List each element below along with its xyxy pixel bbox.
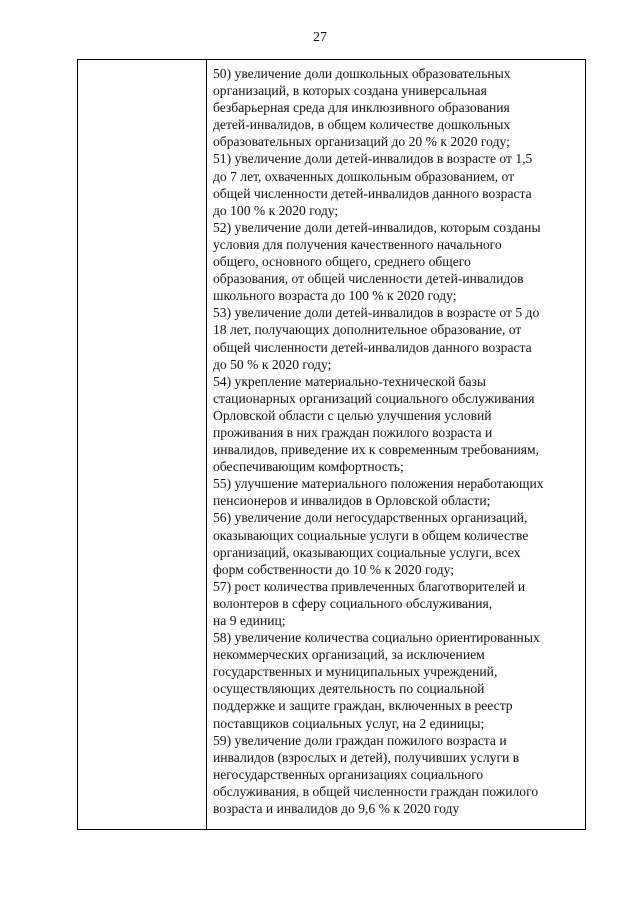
- text-line: образовательных организаций до 20 % к 2020 году;: [213, 134, 510, 150]
- text-line: Орловской области с целью улучшения условий: [213, 407, 492, 423]
- text-line: пенсионеров и инвалидов в Орловской области;: [213, 493, 491, 509]
- text-line: 54) укрепление материально-технической базы: [213, 373, 487, 389]
- text-line: общего, основного общего, среднего общего: [213, 254, 471, 270]
- text-line: обслуживания, в общей численности граждан пожилого: [213, 783, 539, 799]
- text-line: поставщиков социальных услуг, на 2 единицы;: [213, 715, 485, 731]
- text-line: 51) увеличение доли детей-инвалидов в возрасте от 1,5: [213, 151, 533, 167]
- text-line: 56) увеличение доли негосударственных организаций,: [213, 510, 528, 526]
- text-line: инвалидов, приведение их к современным требованиям,: [213, 442, 539, 458]
- text-line: проживания в них граждан пожилого возраста и: [213, 424, 493, 440]
- text-line: оказывающих социальные услуги в общем количестве: [213, 527, 529, 543]
- text-line: стационарных организаций социального обслуживания: [213, 390, 535, 406]
- text-line: общей численности детей-инвалидов данного возраста: [213, 185, 532, 201]
- text-line: 18 лет, получающих дополнительное образование, от: [213, 322, 522, 338]
- text-line: 57) рост количества привлеченных благотворителей и: [213, 578, 526, 594]
- text-line: безбарьерная среда для инклюзивного образования: [213, 100, 510, 116]
- content-table: [77, 59, 586, 830]
- text-line: негосударственных организациях социального: [213, 766, 484, 782]
- text-cell: [213, 65, 583, 817]
- empty-left-cell: [78, 60, 206, 829]
- text-line: до 100 % к 2020 году;: [213, 202, 339, 218]
- text-line: на 9 единиц;: [213, 613, 286, 628]
- column-divider: [206, 60, 207, 829]
- text-line: некоммерческих организаций, за исключением: [213, 647, 485, 663]
- text-line: 59) увеличение доли граждан пожилого возраста и: [213, 732, 507, 748]
- text-line: обеспечивающим комфортность;: [213, 459, 404, 475]
- text-line: возраста и инвалидов до 9,6 % к 2020 году: [213, 801, 460, 817]
- text-line: форм собственности до 10 % к 2020 году;: [213, 561, 454, 577]
- text-line: поддержке и защите граждан, включенных в реестр: [213, 698, 513, 714]
- text-line: образования, от общей численности детей-инвалидов: [213, 271, 524, 287]
- page-number: 27: [313, 30, 327, 45]
- text-line: до 7 лет, охваченных дошкольным образованием, от: [213, 168, 515, 184]
- text-line: осуществляющих деятельность по социальной: [213, 681, 485, 697]
- text-line: инвалидов (взрослых и детей), получивших услуги в: [213, 749, 520, 765]
- text-line: 53) увеличение доли детей-инвалидов в возрасте от 5 до: [213, 305, 540, 321]
- text-line: организаций, в которых создана универсальная: [213, 83, 487, 99]
- text-line: школьного возраста до 100 % к 2020 году;: [213, 288, 457, 304]
- text-line: 55) улучшение материального положения неработающих: [213, 476, 544, 492]
- text-line: волонтеров в сферу социального обслуживания,: [213, 595, 493, 611]
- text-line: 52) увеличение доли детей-инвалидов, которым созданы: [213, 219, 541, 235]
- text-line: государственных и муниципальных учреждений,: [213, 664, 498, 680]
- text-line: 58) увеличение количества социально ориентированных: [213, 630, 540, 646]
- text-line: 50) увеличение доли дошкольных образовательных: [213, 66, 511, 81]
- text-line: до 50 % к 2020 году;: [213, 356, 332, 372]
- text-line: общей численности детей-инвалидов данного возраста: [213, 339, 532, 355]
- text-line: организаций, оказывающих социальные услуги, всех: [213, 544, 521, 560]
- text-line: условия для получения качественного начального: [213, 236, 502, 252]
- text-line: детей-инвалидов, в общем количестве дошкольных: [213, 117, 511, 133]
